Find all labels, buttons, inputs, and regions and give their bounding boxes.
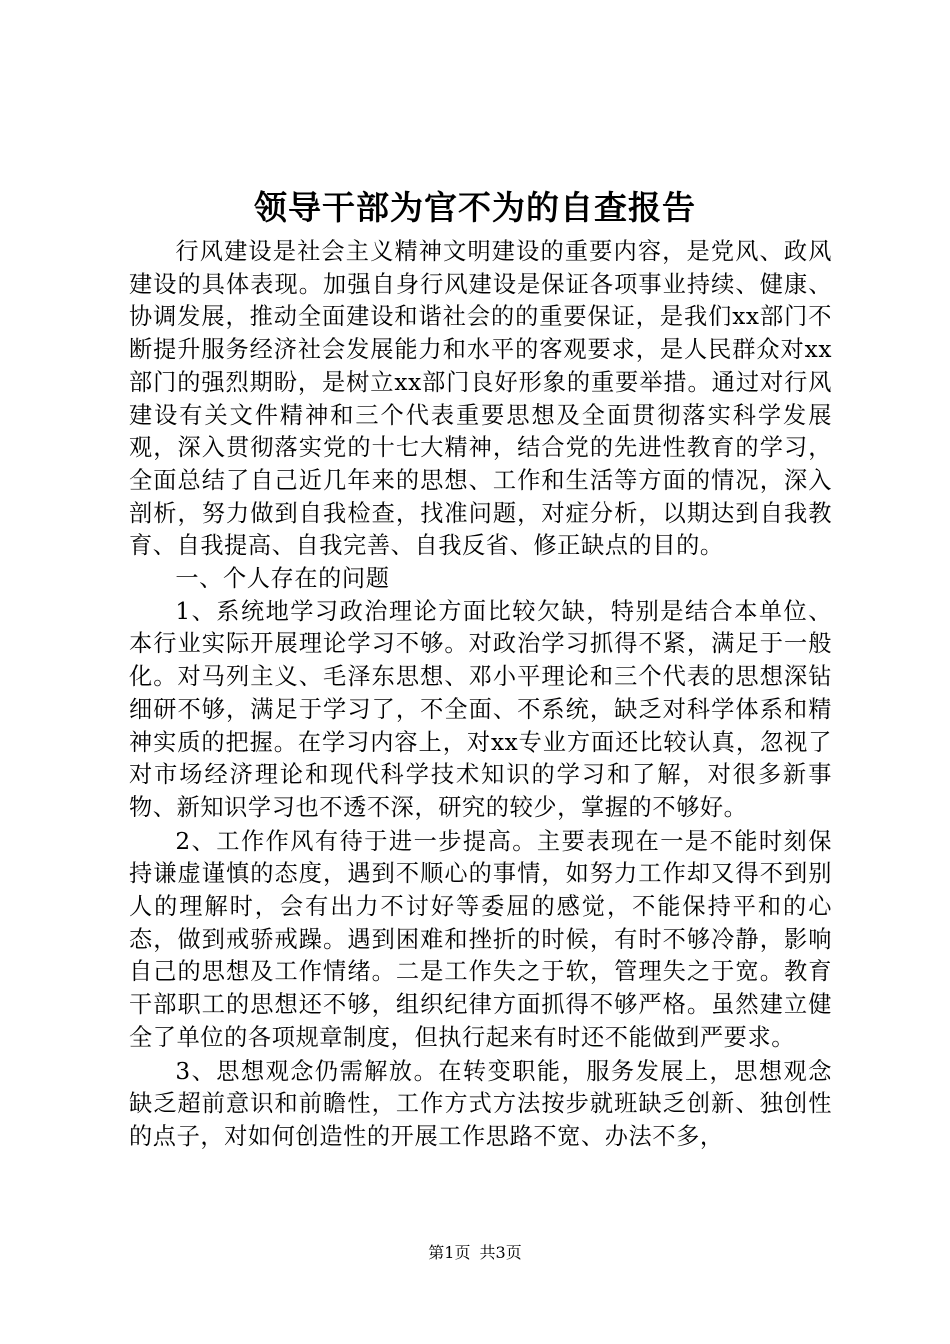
- paragraph-item-2: 2、工作作风有待于进一步提高。主要表现在一是不能时刻保持谦虚谨慎的态度，遇到不顺心的事情，如努力工作却又得不到别人的理解时，会有出力不讨好等委屈的感觉，不能保持平和的心态，做到戒骄戒躁。遇到困难和挫折的时候，有时不够冷静，影响自己的思想及工作情绪。二是工作失之于软，管理失之于宽。教育干部职工的思想还不够，组织纪律方面抓得不够严格。虽然建立健全了单位的各项规章制度，但执行起来有时还不能做到严要求。: [129, 827, 832, 1051]
- document-title: 领导干部为官不为的自查报告: [254, 188, 696, 227]
- paragraph-intro: 行风建设是社会主义精神文明建设的重要内容，是党风、政风建设的具体表现。加强自身行风建设是保证各项事业持续、健康、协调发展，推动全面建设和谐社会的的重要保证，是我们xx部门不断提升服务经济社会发展能力和水平的客观要求，是人民群众对xx部门的强烈期盼，是树立xx部门良好形象的重要举措。通过对行风建设有关文件精神和三个代表重要思想及全面贯彻落实科学发展观，深入贯彻落实党的十七大精神，结合党的先进性教育的学习，全面总结了自己近几年来的思想、工作和生活等方面的情况，深入剖析，努力做到自我检查，找准问题，对症分析，以期达到自我教育、自我提高、自我完善、自我反省、修正缺点的目的。: [129, 238, 832, 560]
- page-number: 第1页: [428, 1243, 471, 1262]
- page-total: 共3页: [479, 1243, 522, 1262]
- paragraph-item-3: 3、思想观念仍需解放。在转变职能，服务发展上，思想观念缺乏超前意识和前瞻性，工作方式方法按步就班缺乏创新、独创性的点子，对如何创造性的开展工作思路不宽、办法不多，: [129, 1057, 832, 1150]
- paragraph-item-1: 1、系统地学习政治理论方面比较欠缺，特别是结合本单位、本行业实际开展理论学习不够。对政治学习抓得不紧，满足于一般化。对马列主义、毛泽东思想、邓小平理论和三个代表的思想深钻细研不够，满足于学习了，不全面、不系统，缺乏对科学体系和精神实质的把握。在学习内容上，对xx专业方面还比较认真，忽视了对市场经济理论和现代科学技术知识的学习和了解，对很多新事物、新知识学习也不透不深，研究的较少，掌握的不够好。: [129, 597, 832, 821]
- section-heading-problems: 一、个人存在的问题: [175, 565, 390, 593]
- page-footer: [0, 1242, 950, 1264]
- document-body: [129, 236, 832, 1154]
